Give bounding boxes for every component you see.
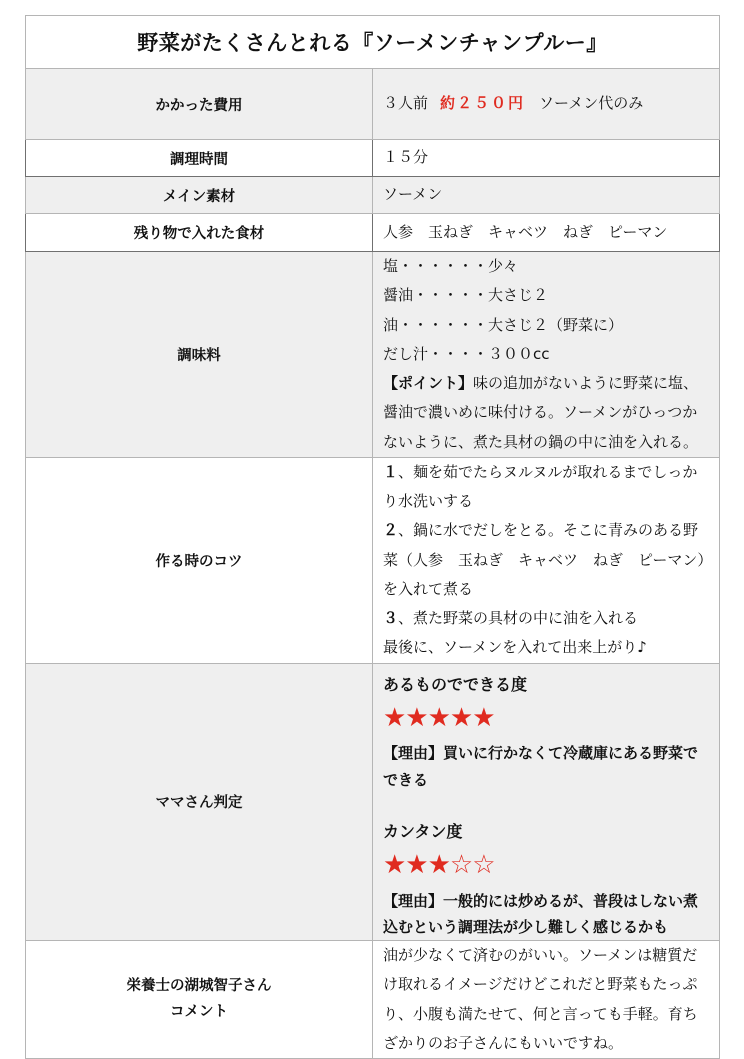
rating-reason: 【理由】一般的には炒めるが、普段はしない煮込むという調理法が少し難しく感じるかも [383,891,699,936]
rating-spacer [383,793,719,811]
recipe-table-wrapper [25,15,720,1059]
tip-step-number: ３ [383,609,399,627]
page-title: 野菜がたくさんとれる『ソーメンチャンプルー』 [26,16,720,69]
judge-label: ママさん判定 [26,663,373,941]
main-ingredient-label: メイン素材 [26,177,373,214]
comment-label-line: コメント [170,1003,228,1020]
cost-servings: ３人前 [383,94,429,113]
leftovers-value: 人参 玉ねぎ キャベツ ねぎ ピーマン [373,214,720,252]
comment-label [26,941,373,1059]
cost-label: かかった費用 [26,69,373,140]
seasoning-value [373,252,720,458]
seasoning-line: 油・・・・・・大さじ２（野菜に） [383,315,624,334]
cost-price: 約２５０円 [440,94,526,113]
tip-step-number: １ [383,462,399,481]
cost-note: ソーメン代のみ [539,94,644,113]
seasoning-line: 塩・・・・・・少々 [383,257,519,275]
tips-label: 作る時のコツ [26,457,373,663]
rating-reason: 【理由】買いに行かなくて冷蔵庫にある野菜でできる [383,744,699,789]
time-label: 調理時間 [26,140,373,177]
tip-step-text: 、鍋に水でだしをとる。そこに青みのある野菜（人参 玉ねぎ キャベツ ねぎ ピーマン）を入れて煮る [383,521,705,598]
tip-step [383,604,719,633]
tips-value [373,457,720,663]
tip-step-text: 、麺を茹でたらヌルヌルが取れるまでしっかり水洗いする [383,462,698,510]
rating-heading: カンタン度 [383,821,463,841]
time-value: １５分 [373,140,720,177]
point-text: 味の追加がないように野菜に塩、醤油で濃いめに味付ける。ソーメンがひっつかないように、煮た具材の鍋の中に油を入れる。 [383,374,699,451]
rating-stars: ★★★☆☆ [383,850,495,881]
recipe-table [25,15,720,1059]
rating-heading: あるものでできる度 [383,674,528,694]
tip-step [383,516,719,604]
tip-step-number: ２ [383,521,399,540]
tip-step [383,458,719,517]
cost-value [373,69,720,140]
seasoning-line: 醤油・・・・・大さじ２ [383,286,549,305]
leftovers-label: 残り物で入れた食材 [26,214,373,252]
comment-label-line: 栄養士の湖城智子さん [126,978,272,995]
seasoning-point [383,369,719,457]
comment-text: 油が少なくて済むのがいい。ソーメンは糖質だけ取れるイメージだけどこれだと野菜もたっぷり、小腹も満たせて、何と言っても手軽。育ちざかりのお子さんにもいいですね。 [383,946,698,1052]
seasoning-line: だし汁・・・・３００cc [383,344,550,363]
seasoning-label: 調味料 [26,252,373,458]
rating-stars: ★★★★★ [383,703,495,734]
tip-step-text: 、煮た野菜の具材の中に油を入れる [398,609,639,627]
tip-final: 最後に、ソーメンを入れて出来上がり♪ [383,638,647,657]
judge-value [373,663,720,941]
main-ingredient-value: ソーメン [373,177,720,214]
comment-value [373,941,720,1059]
point-label: 【ポイント】 [383,374,474,392]
